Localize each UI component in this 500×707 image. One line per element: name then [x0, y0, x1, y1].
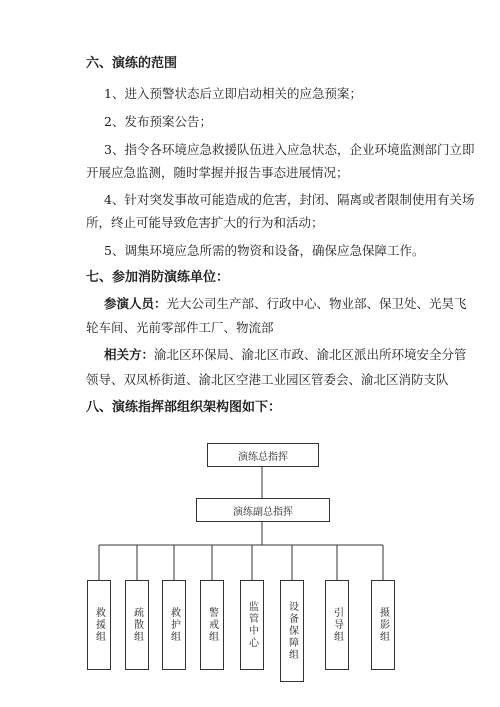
section8-heading: 八、演练指挥部组织架构图如下：	[86, 400, 282, 415]
org-group-equipment: 设备保障组	[280, 580, 304, 682]
participants-text: 光大公司生产部、行政中心、物业部、保卫处、光昊飞	[166, 296, 467, 311]
section6-item-3-cont: 开展应急监测，随时掌握并报告事态进展情况；	[86, 165, 349, 180]
org-group-medical: 救护组	[162, 580, 186, 670]
org-group-photography: 摄影组	[371, 580, 395, 670]
org-group-evacuation: 疏散组	[125, 580, 149, 670]
section6-item-4: 4、针对突发事故可能造成的危害，封闭、隔离或者限制使用有关场	[104, 192, 475, 207]
org-deputy-commander: 演练副总指挥	[196, 498, 330, 522]
section6-item-3: 3、指令各环境应急救援队伍进入应急状态，企业环境监测部门立即	[104, 142, 475, 157]
participants-label: 参演人员：	[104, 296, 167, 311]
section6-heading: 六、演练的范围	[86, 56, 178, 71]
related-text: 渝北区环保局、渝北区市政、渝北区派出所环境安全分管	[154, 347, 467, 362]
section6-item-1: 1、进入预警状态后立即启动相关的应急预案；	[104, 86, 362, 101]
related-line-cont: 领导、双凤桥街道、渝北区空港工业园区管委会、渝北区消防支队	[86, 372, 449, 387]
org-group-supervision: 监管中心	[240, 580, 264, 670]
section6-item-5: 5、调集环境应急所需的物资和设备，确保应急保障工作。	[104, 243, 425, 258]
org-group-rescue: 救援组	[87, 580, 111, 670]
section7-heading: 七、参加消防演练单位：	[86, 270, 230, 285]
org-group-guard: 警戒组	[200, 580, 224, 670]
participants-line-cont: 轮车间、光前零部件工厂、物流部	[86, 320, 274, 335]
org-group-guide: 引导组	[325, 580, 349, 670]
section6-item-2: 2、发布预案公告；	[104, 114, 212, 129]
org-top-commander: 演练总指挥	[207, 443, 319, 467]
related-label: 相关方：	[104, 347, 155, 362]
section6-item-4-cont: 所，终止可能导致危害扩大的行为和活动；	[86, 215, 324, 230]
